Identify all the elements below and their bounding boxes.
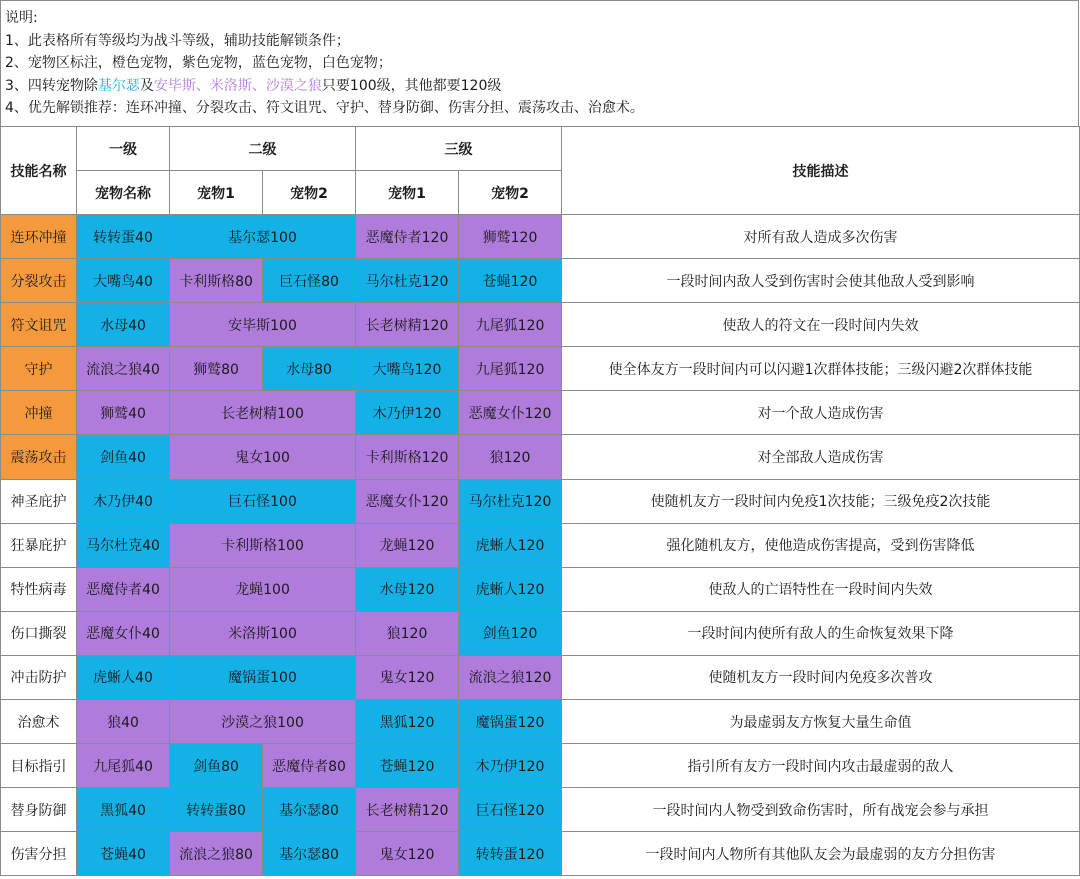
header-level2: 二级	[170, 127, 356, 171]
level3-pet-cell: 龙蝇120	[356, 523, 459, 567]
skill-description-cell: 一段时间内使所有敌人的生命恢复效果下降	[562, 611, 1080, 655]
header-pet-name: 宠物名称	[77, 171, 170, 215]
header-l3-pet1: 宠物1	[356, 171, 459, 215]
skill-description-cell: 一段时间内敌人受到伤害时会使其他敌人受到影响	[562, 259, 1080, 303]
level3-pet-cell: 九尾狐120	[459, 303, 562, 347]
table-row	[1, 744, 1080, 788]
table-row	[1, 347, 1080, 391]
level2-pet-cell: 龙蝇100	[170, 567, 356, 611]
level3-pet-cell: 苍蝇120	[356, 744, 459, 788]
level3-pet-cell: 木乃伊120	[356, 391, 459, 435]
skill-description-cell: 使随机友方一段时间内免疫1次技能；三级免疫2次技能	[562, 479, 1080, 523]
skill-name-cell: 狂暴庇护	[1, 523, 77, 567]
table-row	[1, 435, 1080, 479]
level3-pet-cell: 狼120	[459, 435, 562, 479]
header-description: 技能描述	[562, 127, 1080, 215]
level2-pet-cell: 卡利斯格80	[170, 259, 263, 303]
table-row	[1, 391, 1080, 435]
level2-pet-cell: 水母80	[263, 347, 356, 391]
level3-pet-cell: 卡利斯格120	[356, 435, 459, 479]
level2-pet-cell: 卡利斯格100	[170, 523, 356, 567]
skill-name-cell: 冲击防护	[1, 655, 77, 699]
table-row	[1, 788, 1080, 832]
level1-pet-cell: 黑狐40	[77, 788, 170, 832]
skill-name-cell: 守护	[1, 347, 77, 391]
level3-pet-cell: 水母120	[356, 567, 459, 611]
skill-name-cell: 冲撞	[1, 391, 77, 435]
level3-pet-cell: 九尾狐120	[459, 347, 562, 391]
table-row	[1, 479, 1080, 523]
skill-name-cell: 特性病毒	[1, 567, 77, 611]
note3-prefix: 3、四转宠物除	[5, 77, 98, 94]
level3-pet-cell: 恶魔女仆120	[356, 479, 459, 523]
level1-pet-cell: 水母40	[77, 303, 170, 347]
skill-description-cell: 使敌人的亡语特性在一段时间内失效	[562, 567, 1080, 611]
table-row	[1, 700, 1080, 744]
note-line: 4、优先解锁推荐：连环冲撞、分裂攻击、符文诅咒、守护、替身防御、伤害分担、震荡攻击、治愈术。	[5, 100, 644, 116]
level2-pet-cell: 巨石怪100	[170, 479, 356, 523]
skill-description-cell: 为最虚弱友方恢复大量生命值	[562, 700, 1080, 744]
level3-pet-cell: 狮鹫120	[459, 215, 562, 259]
skill-name-cell: 伤口撕裂	[1, 611, 77, 655]
level1-pet-cell: 木乃伊40	[77, 479, 170, 523]
level3-pet-cell: 狼120	[356, 611, 459, 655]
level1-pet-cell: 剑鱼40	[77, 435, 170, 479]
note-line: 2、宠物区标注，橙色宠物，紫色宠物，蓝色宠物，白色宠物；	[5, 55, 392, 71]
table-row	[1, 832, 1080, 876]
skill-description-cell: 对全部敌人造成伤害	[562, 435, 1080, 479]
skill-name-cell: 伤害分担	[1, 832, 77, 876]
header-level3: 三级	[356, 127, 562, 171]
skill-name-cell: 分裂攻击	[1, 259, 77, 303]
skill-name-cell: 神圣庇护	[1, 479, 77, 523]
skill-table	[0, 126, 1080, 876]
level3-pet-cell: 鬼女120	[356, 655, 459, 699]
level2-pet-cell: 恶魔侍者80	[263, 744, 356, 788]
level3-pet-cell: 大嘴鸟120	[356, 347, 459, 391]
level3-pet-cell: 转转蛋120	[459, 832, 562, 876]
skill-description-cell: 一段时间内人物所有其他队友会为最虚弱的友方分担伤害	[562, 832, 1080, 876]
note-line: 1、此表格所有等级均为战斗等级，辅助技能解锁条件；	[5, 32, 350, 49]
table-row	[1, 655, 1080, 699]
table-row	[1, 523, 1080, 567]
level3-pet-cell: 苍蝇120	[459, 259, 562, 303]
level2-pet-cell: 沙漠之狼100	[170, 700, 356, 744]
level2-pet-cell: 流浪之狼80	[170, 832, 263, 876]
header-skill-name: 技能名称	[1, 127, 77, 215]
table-row	[1, 567, 1080, 611]
level2-pet-cell: 基尔瑟100	[170, 215, 356, 259]
table-row	[1, 611, 1080, 655]
level1-pet-cell: 流浪之狼40	[77, 347, 170, 391]
header-level1: 一级	[77, 127, 170, 171]
skill-description-cell: 强化随机友方，使他造成伤害提高，受到伤害降低	[562, 523, 1080, 567]
level3-pet-cell: 马尔杜克120	[356, 259, 459, 303]
level1-pet-cell: 九尾狐40	[77, 744, 170, 788]
level3-pet-cell: 长老树精120	[356, 788, 459, 832]
skill-name-cell: 目标指引	[1, 744, 77, 788]
level2-pet-cell: 剑鱼80	[170, 744, 263, 788]
level3-pet-cell: 虎蜥人120	[459, 567, 562, 611]
skill-description-cell: 使随机友方一段时间内免疫多次普攻	[562, 655, 1080, 699]
level3-pet-cell: 虎蜥人120	[459, 523, 562, 567]
note3-purple-pets: 安毕斯、米洛斯、沙漠之狼	[153, 77, 322, 94]
skill-description-cell: 一段时间内人物受到致命伤害时，所有战宠会参与承担	[562, 788, 1080, 832]
note-line: 说明:	[5, 10, 38, 26]
level3-pet-cell: 马尔杜克120	[459, 479, 562, 523]
skill-name-cell: 连环冲撞	[1, 215, 77, 259]
level2-pet-cell: 狮鹫80	[170, 347, 263, 391]
level1-pet-cell: 恶魔侍者40	[77, 567, 170, 611]
skill-description-cell: 使全体友方一段时间内可以闪避1次群体技能；三级闪避2次群体技能	[562, 347, 1080, 391]
note-line-3	[5, 75, 1078, 98]
header-l2-pet1: 宠物1	[170, 171, 263, 215]
level2-pet-cell: 巨石怪80	[263, 259, 356, 303]
level1-pet-cell: 恶魔女仆40	[77, 611, 170, 655]
level1-pet-cell: 虎蜥人40	[77, 655, 170, 699]
level3-pet-cell: 鬼女120	[356, 832, 459, 876]
level1-pet-cell: 狼40	[77, 700, 170, 744]
level3-pet-cell: 剑鱼120	[459, 611, 562, 655]
level2-pet-cell: 转转蛋80	[170, 788, 263, 832]
level1-pet-cell: 大嘴鸟40	[77, 259, 170, 303]
level2-pet-cell: 基尔瑟80	[263, 788, 356, 832]
level3-pet-cell: 木乃伊120	[459, 744, 562, 788]
level3-pet-cell: 长老树精120	[356, 303, 459, 347]
table-row	[1, 215, 1080, 259]
skill-name-cell: 替身防御	[1, 788, 77, 832]
table-row	[1, 259, 1080, 303]
level1-pet-cell: 苍蝇40	[77, 832, 170, 876]
note3-mid: 及	[139, 77, 154, 94]
note3-suffix: 只要100级，其他都要120级	[321, 77, 502, 94]
header-l2-pet2: 宠物2	[263, 171, 356, 215]
note3-blue-pet: 基尔瑟	[97, 77, 140, 94]
table-row	[1, 303, 1080, 347]
skill-description-cell: 对一个敌人造成伤害	[562, 391, 1080, 435]
skill-description-cell: 指引所有友方一段时间内攻击最虚弱的敌人	[562, 744, 1080, 788]
level1-pet-cell: 狮鹫40	[77, 391, 170, 435]
level3-pet-cell: 黑狐120	[356, 700, 459, 744]
level2-pet-cell: 安毕斯100	[170, 303, 356, 347]
skill-table-body	[1, 215, 1080, 876]
level2-pet-cell: 魔锅蛋100	[170, 655, 356, 699]
level3-pet-cell: 巨石怪120	[459, 788, 562, 832]
level1-pet-cell: 马尔杜克40	[77, 523, 170, 567]
level2-pet-cell: 长老树精100	[170, 391, 356, 435]
skill-description-cell: 对所有敌人造成多次伤害	[562, 215, 1080, 259]
level3-pet-cell: 恶魔女仆120	[459, 391, 562, 435]
level2-pet-cell: 鬼女100	[170, 435, 356, 479]
level3-pet-cell: 恶魔侍者120	[356, 215, 459, 259]
level2-pet-cell: 米洛斯100	[170, 611, 356, 655]
level2-pet-cell: 基尔瑟80	[263, 832, 356, 876]
skill-name-cell: 符文诅咒	[1, 303, 77, 347]
notes-panel	[0, 0, 1079, 126]
level3-pet-cell: 流浪之狼120	[459, 655, 562, 699]
skill-description-cell: 使敌人的符文在一段时间内失效	[562, 303, 1080, 347]
level1-pet-cell: 转转蛋40	[77, 215, 170, 259]
level3-pet-cell: 魔锅蛋120	[459, 700, 562, 744]
header-l3-pet2: 宠物2	[459, 171, 562, 215]
skill-name-cell: 治愈术	[1, 700, 77, 744]
skill-name-cell: 震荡攻击	[1, 435, 77, 479]
